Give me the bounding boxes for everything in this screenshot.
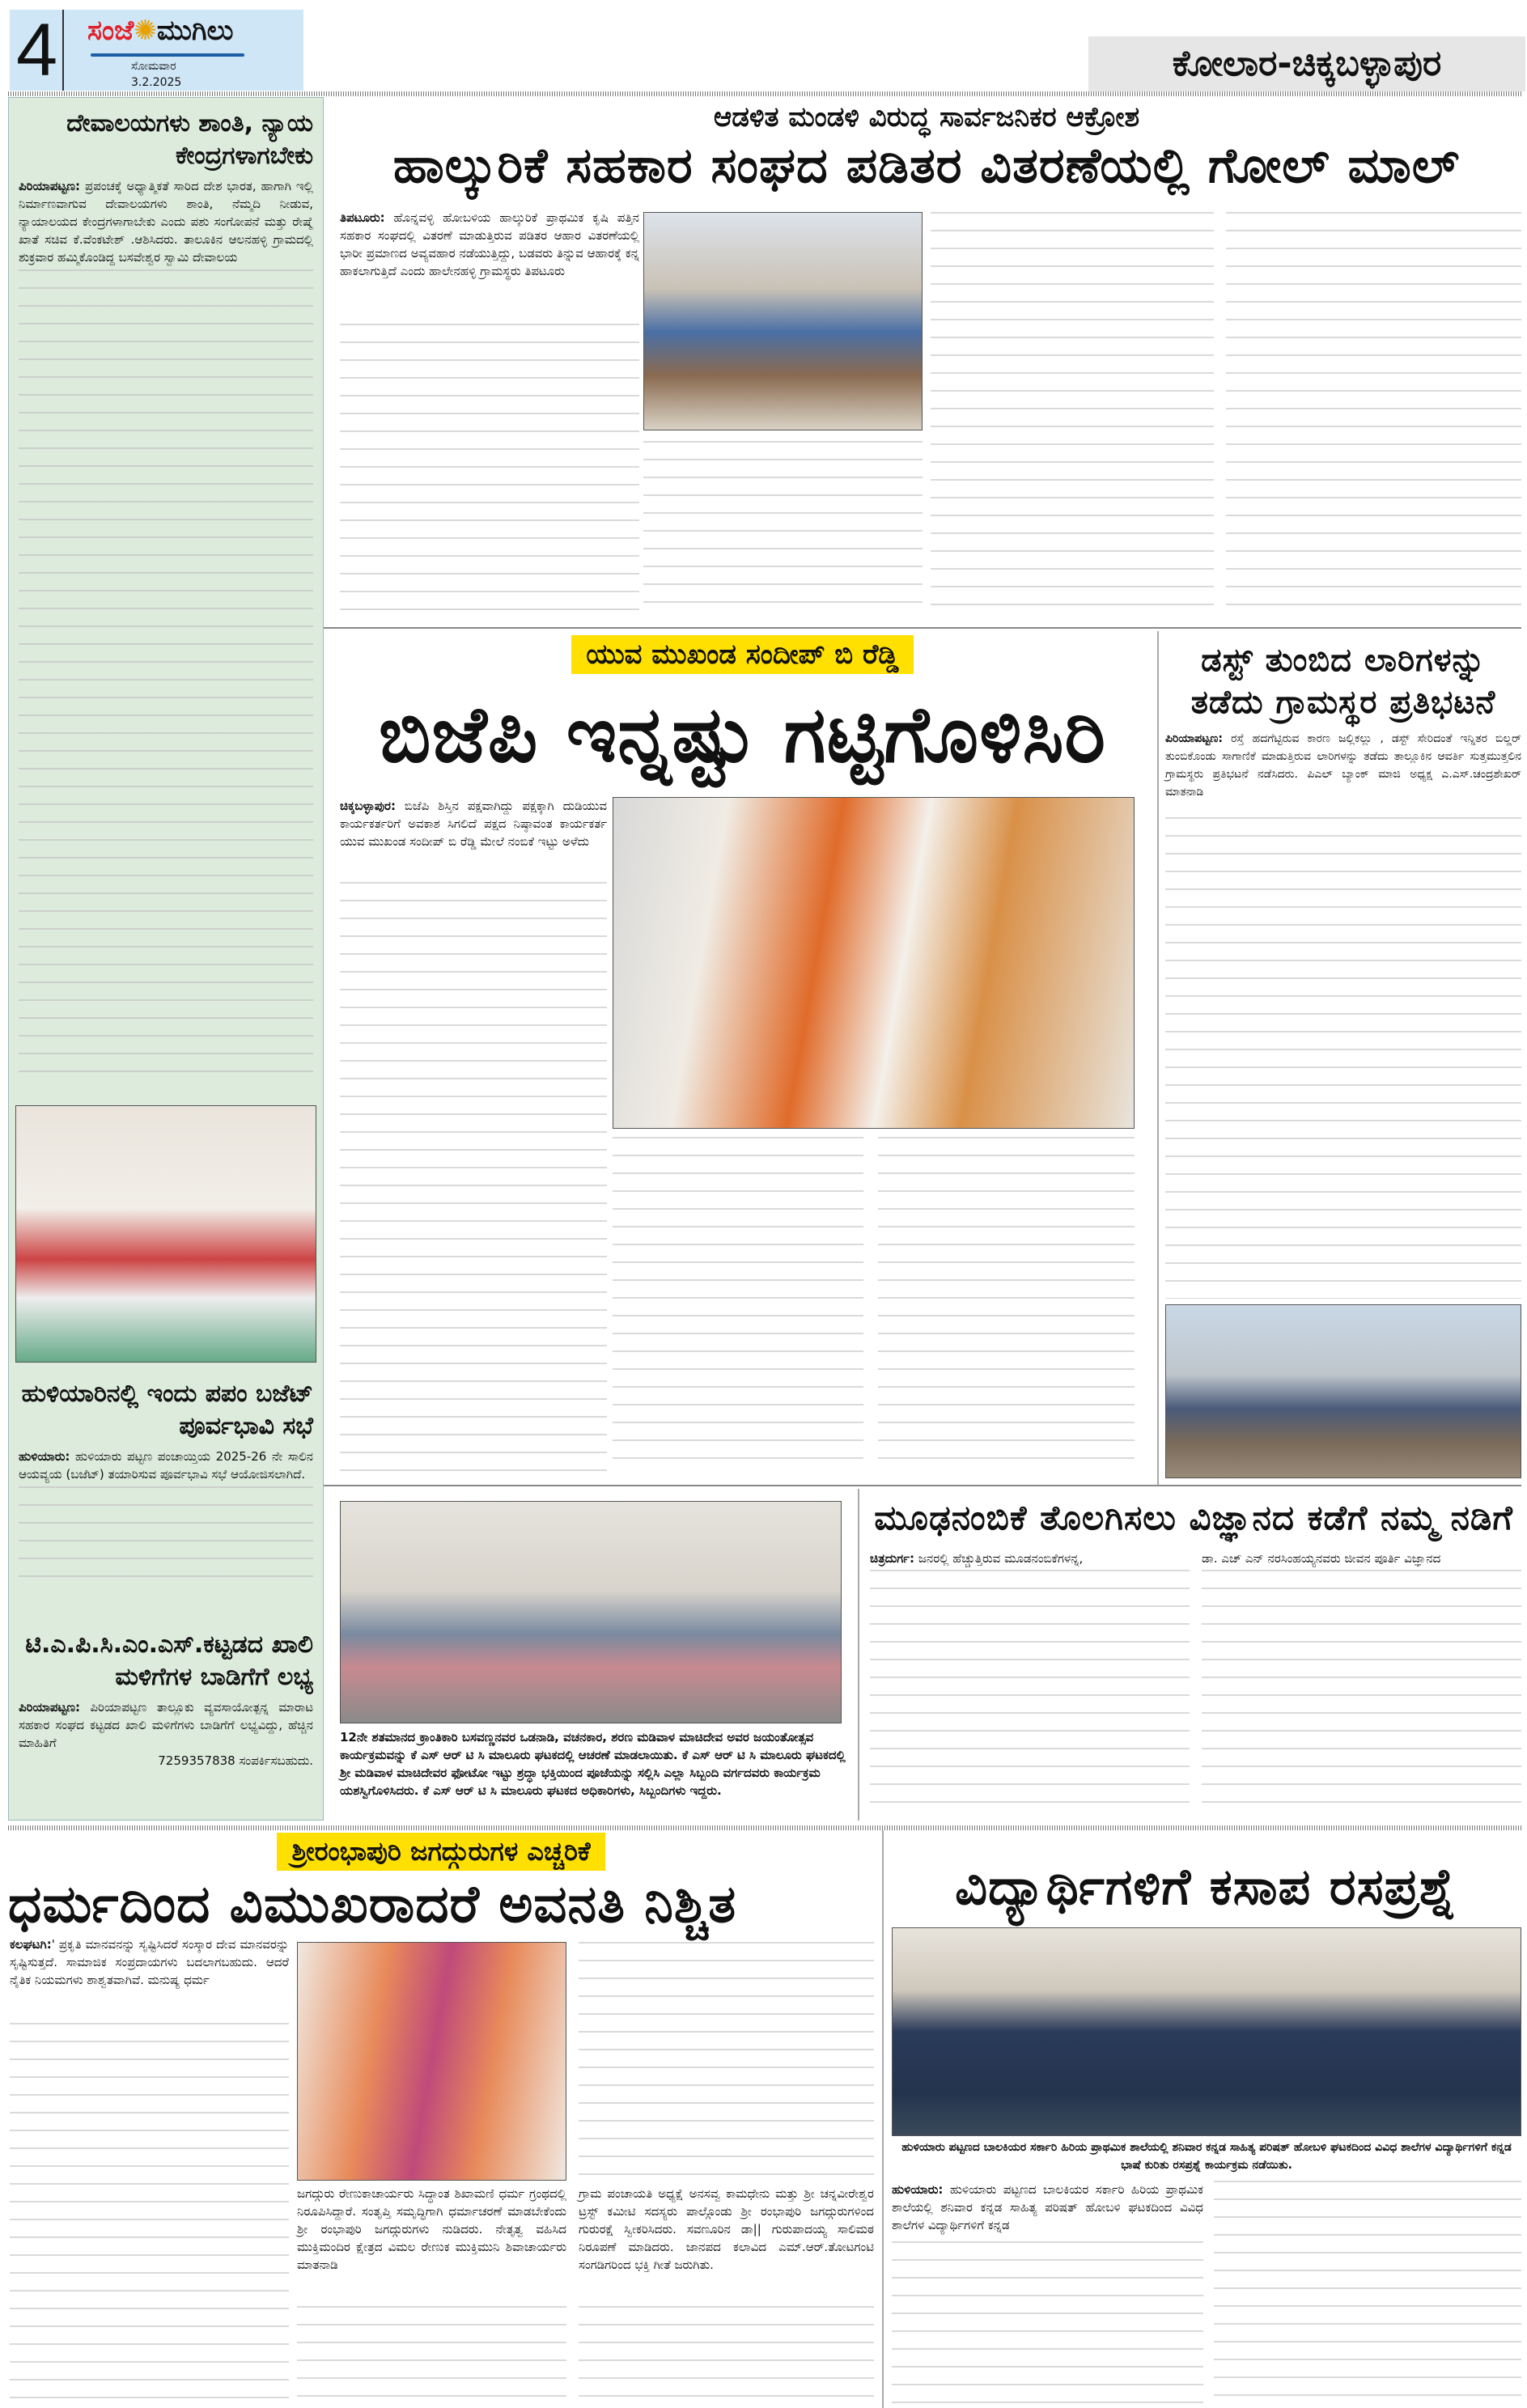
body-text-block [340,324,639,615]
body-text-block [297,2306,566,2403]
dateline: ತಿಪಟೂರು: [340,210,385,225]
divider [882,1830,884,2408]
divider [324,1485,1521,1486]
kicker: ಯುವ ಮುಖಂಡ ಸಂದೀಪ್ ಬಿ ರೆಡ್ಡಿ [571,635,913,674]
headline: ವಿದ್ಯಾರ್ಥಿಗಳಿಗೆ ಕಸಾಪ ರಸಪ್ರಶ್ನೆ [955,1857,1457,1916]
divider [1157,631,1159,1485]
article-bjp [328,635,1157,787]
dateline: ಚಿತ್ರದುರ್ಗ: [870,1551,915,1566]
left-column [8,97,324,1821]
headline: ಡಸ್ಟ್ ತುಂಬಿದ ಲಾರಿಗಳನ್ನು ತಡೆದು ಗ್ರಾಮಸ್ಥರ ಪ್ರತಿಭಟನೆ [1190,642,1496,721]
photo-machideva-jayanti [340,1501,842,1723]
headline: ಟಿ.ಎ.ಪಿ.ಸಿ.ಎಂ.ಎಸ್.ಕಟ್ಟಡದ ಖಾಲಿ ಮಳಿಗೆಗಳ ಬಾಡಿಗೆಗೆ ಲಭ್ಯ [25,1630,313,1691]
body-text-block [878,1137,1135,1473]
article-ration-scam [332,101,1521,198]
body-text-block [1165,817,1521,1299]
dateline: ಚಿಕ್ಕಬಳ್ಳಾಪುರ: [340,799,396,813]
sun-palm-icon: ✺ [134,15,157,47]
article-lead: ' ಪ್ರಕೃತಿ ಮಾನವನನ್ನು ಸೃಷ್ಟಿಸಿದರೆ ಸಂಸ್ಕಾರ ದೇವ ಮಾನವರನ್ನು ಸೃಷ್ಟಿಸುತ್ತದೆ. ಸಾಮಾಜಿಕ ಸಂಪ್ರದಾಯಗಳು ಬದಲಾಗಬಹುದು. ಆದರೆ ನೈತಿಕ ನಿಯಮಗಳು ಶಾಶ್ವತವಾಗಿವೆ. ಮನುಷ್ಯ ಧರ್ಮ [10,1937,289,1987]
body-text-block [870,1570,1190,1817]
body-text-block [19,269,313,1087]
article-lead: ರಸ್ತೆ ಹದಗೆಟ್ಟಿರುವ ಕಾರಣ ಜಲ್ಲಿಕಲ್ಲು , ಡಸ್ಟ್ ಸೇರಿದಂತೆ ಇನ್ನಿತರ ಬಿಲ್ಡರ್ ತುಂಬಿಕೊಂಡು ಸಾಗಾಣಿಕೆ ಮಾಡುತ್ತಿರುವ ಲಾರಿಗಳನ್ನು ತಡೆದು ತಾಲ್ಲೂಕಿನ ಆವರ್ತಿ ಸುತ್ತಮುತ್ತಲಿನ ಗ್ರಾಮಸ್ಥರು ಪ್ರತಿಭಟನೆ ನಡೆಸಿದರು. ಪಿಎಲ್ ಬ್ಯಾಂಕ್ ಮಾಜಿ ಅಧ್ಯಕ್ಷ ಎ.ಎಸ್.ಚಂದ್ರಶೇಖರ್ ಮಾತನಾಡಿ [1165,732,1522,799]
headline: ದೇವಾಲಯಗಳು ಶಾಂತಿ, ನ್ಯಾಯ ಕೇಂದ್ರಗಳಾಗಬೇಕು [66,109,313,170]
article-lead: ಡಾ. ಎಚ್ ಎನ್ ನರಸಿಂಹಯ್ಯನವರು ಜೀವನ ಪೂರ್ತಿ ವಿಜ್ಞಾನದ [1202,1551,1441,1566]
body-text-block [613,1137,863,1473]
headline: ಬಿಜೆಪಿ ಇನ್ನಷ್ಟು ಗಟ್ಟಿಗೊಳಿಸಿರಿ [378,689,1107,780]
dateline: ಪಿರಿಯಾಪಟ್ಟಣ: [19,1700,81,1715]
photo-students-quiz [892,1927,1521,2136]
article-temples [9,98,323,1087]
divider [324,627,1521,629]
article-body: ಜಗದ್ಗುರು ರೇಣುಕಾಚಾರ್ಯರು ಸಿದ್ಧಾಂತ ಶಿಖಾಮಣಿ ಧರ್ಮ ಗ್ರಂಥದಲ್ಲಿ ನಿರೂಪಿಸಿದ್ದಾರೆ. ಸಂತೃಪ್ತಿ ಸಮೃದ್ಧಿಗಾಗಿ ಧರ್ಮಾಚರಣೆ ಮಾಡಬೇಕೆಂದು ಶ್ರೀ ರಂಭಾಪುರಿ ಜಗದ್ಗುರುಗಳು ನುಡಿದರು. ನೇತೃತ್ವ ವಹಿಸಿದ ಮುಕ್ತಿಮಂದಿರ ಕ್ಷೇತ್ರದ ವಿಮಲ ರೇಣುಕ ಮುಕ್ತಿಮುನಿ ಶಿವಾಚಾರ್ಯರು ಮಾತನಾಡಿ [297,2186,566,2272]
body-text-block [931,212,1214,615]
article-budget-meeting [9,1368,323,1587]
photo-temple-event [15,1105,316,1363]
newspaper-logo: ಸಂಜೆ✺ಮುಗಿಲು [87,15,234,47]
photo-sandeep-reddy-felicitation [613,797,1135,1129]
issue-date: 3.2.2025 [131,76,182,89]
article-dharma [8,1833,874,1939]
divider [8,91,1521,96]
issue-day: ಸೋಮವಾರ [131,60,176,73]
body-text-block [579,2306,874,2403]
dateline: ಪಿರಿಯಾಪಟ್ಟಣ: [1165,732,1223,745]
logo-underline [91,53,244,57]
masthead [10,10,303,91]
body-text-block [10,2023,289,2403]
body-text-block [643,441,923,615]
photo-caption: ಹುಳಿಯಾರು ಪಟ್ಟಣದ ಬಾಲಕಿಯರ ಸರ್ಕಾರಿ ಹಿರಿಯ ಪ್ರಾಥಮಿಕ ಶಾಲೆಯಲ್ಲಿ ಶನಿವಾರ ಕನ್ನಡ ಸಾಹಿತ್ಯ ಪರಿಷತ್ ಹೋಬಳಿ ಘಟಕದಿಂದ ವಿವಿಧ ಶಾಲೆಗಳ ವಿದ್ಯಾರ್ಥಿಗಳಿಗೆ ಕನ್ನಡ ಭಾಷೆ ಕುರಿತು ರಸಪ್ರಶ್ನೆ ಕಾರ್ಯಕ್ರಮ ನಡೆಯಿತು. [901,2141,1512,2172]
dateline: ಹುಳಿಯಾರು: [19,1449,70,1464]
article-superstition [866,1493,1521,1543]
section-title: ಕೋಲಾರ-ಚಿಕ್ಕಬಳ್ಳಾಪುರ [1088,36,1525,91]
article-lead: ಹುಳಿಯಾರು ಪಟ್ಟಣದ ಬಾಲಕಿಯರ ಸರ್ಕಾರಿ ಹಿರಿಯ ಪ್ರಾಥಮಿಕ ಶಾಲೆಯಲ್ಲಿ ಶನಿವಾರ ಕನ್ನಡ ಸಾಹಿತ್ಯ ಪರಿಷತ್ ಹೋಬಳಿ ಘಟಕದಿಂದ ವಿವಿಧ ಶಾಲೆಗಳ ವಿದ್ಯಾರ್ಥಿಗಳಿಗೆ ಕನ್ನಡ [892,2182,1203,2232]
body-text-block [340,882,607,1473]
article-kasapa-quiz [890,1853,1521,1921]
headline: ಮೂಢನಂಬಿಕೆ ತೊಲಗಿಸಲು ವಿಜ್ಞಾನದ ಕಡೆಗೆ ನಮ್ಮ ನಡಿಗೆ [874,1498,1513,1537]
article-lead: ಬಿಜೆಪಿ ಶಿಸ್ತಿನ ಪಕ್ಷವಾಗಿದ್ದು ಪಕ್ಷಕ್ಕಾಗಿ ದುಡಿಯುವ ಕಾರ್ಯಕರ್ತರಿಗೆ ಅವಕಾಶ ಸಿಗಲಿದೆ ಪಕ್ಷದ ನಿಷ್ಠಾವಂತ ಕಾರ್ಯಕರ್ತ ಯುವ ಮುಖಂಡ ಸಂದೀಪ್ ಬಿ ರೆಡ್ಡಿ ಮೇಲೆ ನಂಬಿಕೆ ಇಟ್ಟು ಅಳೆದು [340,799,607,849]
body-text-block [892,2241,1203,2403]
dateline: ಹುಳಿಯಾರು: [892,2182,944,2197]
article-body: ಗ್ರಾಮ ಪಂಚಾಯತಿ ಅಧ್ಯಕ್ಷೆ ಅನಸವ್ವ ಕಾಮಧೇನು ಮತ್ತು ಶ್ರೀ ಚನ್ನವೀರೇಶ್ವರ ಟ್ರಸ್ಟ್ ಕಮೀಟಿ ಸದಸ್ಯರು ಪಾಲ್ಗೊಂಡು ಶ್ರೀ ರಂಭಾಪುರಿ ಜಗದ್ಗುರುಗಳಿಂದ ಗುರುರಕ್ಷೆ ಸ್ವೀಕರಿಸಿದರು. ಸವಣೂರಿನ ಡಾ|| ಗುರುಪಾದಯ್ಯ ಸಾಲಿಮಠ ನಿರೂಪಣೆ ಮಾಡಿದರು. ಜಾನಪದ ಕಲಾವಿದ ಎಮ್.ಆರ್.ತೋಟಗಂಟಿ ಸಂಗಡಿಗರಿಂದ ಭಕ್ತಿ ಗೀತೆ ಜರುಗಿತು. [579,2186,874,2272]
article-lead: ಪ್ರಪಂಚಕ್ಕೆ ಅಧ್ಯಾತ್ಮಿಕತೆ ಸಾರಿದ ದೇಶ ಭಾರತ, ಹಾಗಾಗಿ ಇಲ್ಲಿ ನಿರ್ಮಾಣವಾಗುವ ದೇವಾಲಯಗಳು ಶಾಂತಿ, ನೆಮ್ಮದಿ ನೀಡುವ, ನ್ಯಾಯಾಲಯದ ಕೇಂದ್ರಗಳಾಗಾಬೇಕು ಎಂದು ಪಶು ಸಂಗೋಪನೆ ಮತ್ತು ರೇಷ್ಮೆ ಖಾತೆ ಸಚಿವ ಕೆ.ವೆಂಕಟೇಶ್ .ಆಶಿಸಿದರು. ತಾಲೂಕಿನ ಆಲನಹಳ್ಳಿ ಗ್ರಾಮದಲ್ಲಿ ಶುಕ್ರವಾರ ಹಮ್ಮಿಕೊಂಡಿದ್ದ ಬಸವೇಶ್ವರ ಸ್ವಾಮಿ ದೇವಾಲಯ [19,179,313,265]
dateline: ಕಲಘಟಗಿ: [10,1937,52,1952]
contact-number: 7259357838 ಸಂಪರ್ಕಿಸಬಹುದು. [158,1753,313,1768]
dateline: ಪಿರಿಯಾಪಟ್ಟಣ: [19,179,81,193]
kicker: ಆಡಳಿತ ಮಂಡಳಿ ವಿರುದ್ಧ ಸಾರ್ವಜನಿಕರ ಆಕ್ರೋಶ [713,101,1140,134]
page-number: 4 [16,10,64,91]
divider [858,1489,859,1821]
headline: ಹಾಲ್ಕುರಿಕೆ ಸಹಕಾರ ಸಂಘದ ಪಡಿತರ ವಿತರಣೆಯಲ್ಲಿ ಗೋಲ್ ಮಾಲ್ [392,138,1461,194]
photo-lorry-protest [1165,1304,1521,1478]
article-dust-lorries [1165,639,1521,801]
article-shops-for-rent [9,1619,323,1770]
article-lead: ಪಿರಿಯಾಪಟ್ಟಣ ತಾಲ್ಲೂಕು ವ್ಯವಸಾಯೋತ್ಪನ್ನ ಮಾರಾಟ ಸಹಕಾರ ಸಂಘದ ಕಟ್ಟಡದ ಖಾಲಿ ಮಳಿಗೆಗಳು ಬಾಡಿಗೆಗೆ ಲಭ್ಯವಿದ್ದು, ಹೆಚ್ಚಿನ ಮಾಹಿತಿಗೆ [19,1700,313,1750]
photo-ration-protest [643,212,923,430]
article-lead: ಜನರಲ್ಲಿ ಹೆಚ್ಚುತ್ತಿರುವ ಮೂಡನಂಬಿಕೆಗಳನ್ನ, [918,1551,1084,1566]
body-text-block [579,1942,874,2177]
photo-caption: 12ನೇ ಶತಮಾನದ ಕ್ರಾಂತಿಕಾರಿ ಬಸವಣ್ಣನವರ ಒಡನಾಡಿ, ವಚನಕಾರ, ಶರಣ ಮಡಿವಾಳ ಮಾಚಿದೇವ ಅವರ ಜಯಂತೋತ್ಸವ ಕಾರ್ಯಕ್ರಮವನ್ನು ಕೆ ಎಸ್ ಆರ್ ಟಿ ಸಿ ಮಾಲೂರು ಘಟಕದಲ್ಲಿ ಆಚರಣೆ ಮಾಡಲಾಯಿತು. ಕೆ ಎಸ್ ಆರ್ ಟಿ ಸಿ ಮಾಲೂರು ಘಟಕದಲ್ಲಿ ಶ್ರೀ ಮಡಿವಾಳ ಮಾಚಿದೇವರ ಫೋಟೋ ಇಟ್ಟು ಶ್ರದ್ಧಾ ಭಕ್ತಿಯಿಂದ ಪೂಜೆಯನ್ನು ಸಲ್ಲಿಸಿ ಎಲ್ಲಾ ಸಿಬ್ಬಂದಿ ವರ್ಗದವರು ಕಾರ್ಯಕ್ರಮ ಯಶಸ್ವಿಗೊಳಿಸಿದರು. ಕೆ ಎಸ್ ಆರ್ ಟಿ ಸಿ ಮಾಲೂರು ಘಟಕದ ಅಧಿಕಾರಿಗಳು, ಸಿಬ್ಬಂದಿಗಳು ಇದ್ದರು. [340,1730,846,1798]
kicker: ಶ್ರೀರಂಭಾಪುರಿ ಜಗದ್ಗುರುಗಳ ಎಚ್ಚರಿಕೆ [277,1833,604,1871]
article-lead: ಹೊನ್ನವಳ್ಳಿ ಹೋಬಳಿಯ ಹಾಲ್ಕುರಿಕೆ ಪ್ರಾಥಮಿಕ ಕೃಷಿ ಪತ್ತಿನ ಸಹಕಾರ ಸಂಘದಲ್ಲಿ ವಿತರಣೆ ಮಾಡುತ್ತಿರುವ ಪಡಿತರ ಆಹಾರ ವಿತರಣೆಯಲ್ಲಿ ಭಾರೀ ಪ್ರಮಾಣದ ಅವ್ಯವಹಾರ ನಡೆಯುತ್ತಿದ್ದು, ಬಡವರು ತಿನ್ನುವ ಆಹಾರಕ್ಕೆ ಕನ್ನ ಹಾಕಲಾಗುತ್ತಿದೆ ಎಂದು ಹಾಲೇನಹಳ್ಳಿ ಗ್ರಾಮಸ್ಥರು ತಿಪಟೂರು [340,210,639,278]
photo-rambhapuri-swamiji [297,1942,566,2181]
body-text-block [1202,1570,1521,1817]
body-text-block [19,1486,313,1583]
headline: ಧರ್ಮದಿಂದ ವಿಮುಖರಾದರೆ ಅವನತಿ ನಿಶ್ಚಿತ [8,1875,737,1935]
headline: ಹುಳಿಯಾರಿನಲ್ಲಿ ಇಂದು ಪಪಂ ಬಜೆಟ್ ಪೂರ್ವಭಾವಿ ಸಭೆ [21,1380,313,1440]
article-lead: ಹುಳಿಯಾರು ಪಟ್ಟಣ ಪಂಚಾಯ್ತಿಯ 2025-26 ನೇ ಸಾಲಿನ ಆಯವ್ಯಯ (ಬಜೆಟ್) ತಯಾರಿಸುವ ಪೂರ್ವಭಾವಿ ಸಭೆ ಆಯೋಜಿಸಲಾಗಿದೆ. [19,1449,313,1482]
divider [8,1825,1521,1830]
body-text-block [1214,2181,1521,2403]
body-text-block [1226,212,1521,615]
